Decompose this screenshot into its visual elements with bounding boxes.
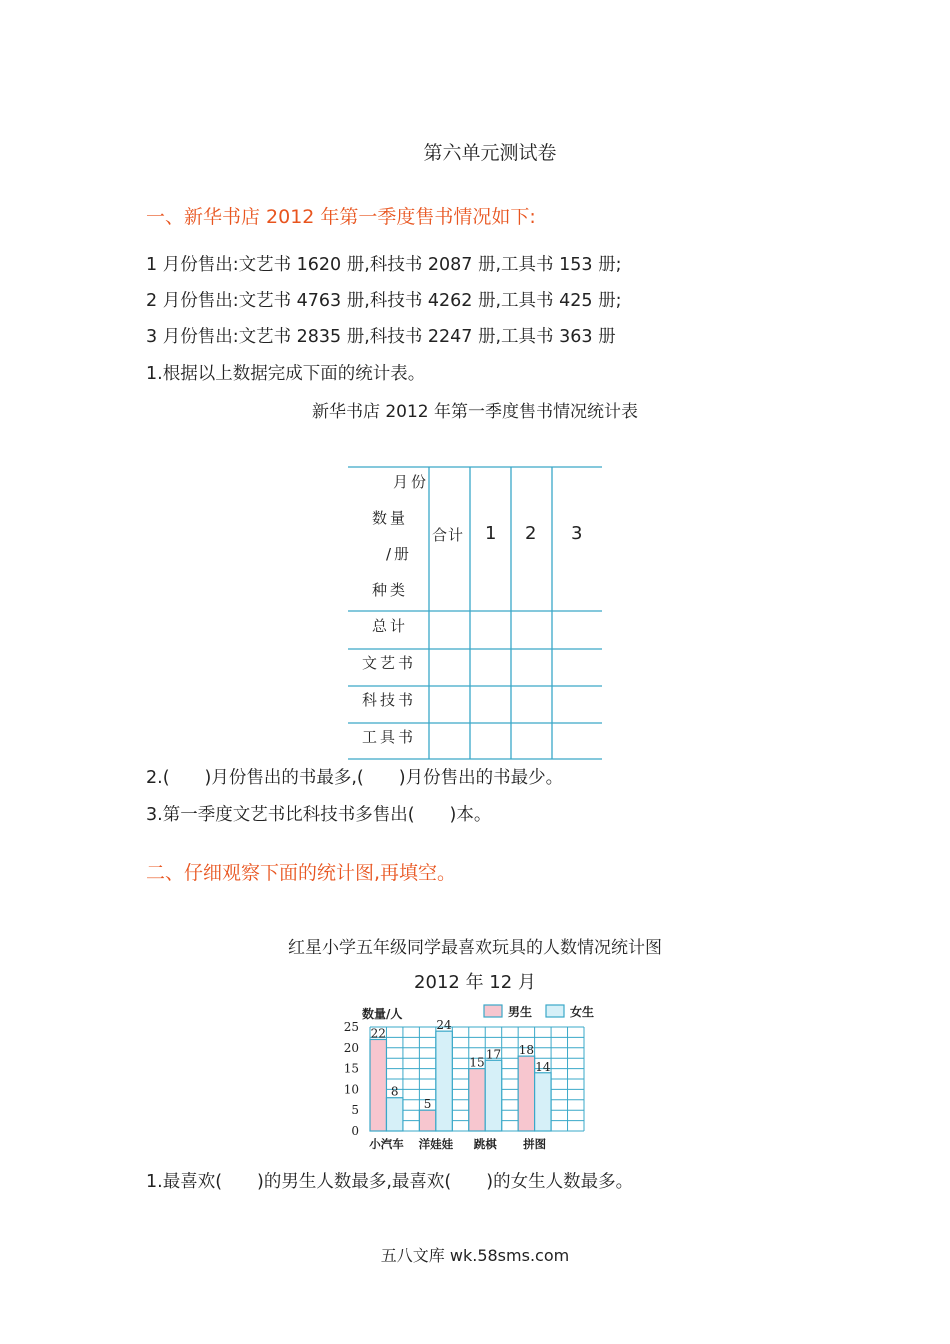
col-header-month-2: 2: [525, 523, 537, 544]
question-2-1: 1.最喜欢( )的男生人数最多,最喜欢( )的女生人数最多。: [146, 1172, 634, 1192]
stat-table: [348, 466, 602, 760]
bar-value-label: 22: [370, 1026, 386, 1041]
data-line-2: 2 月份售出:文艺书 4763 册,科技书 4262 册,工具书 425 册;: [146, 291, 622, 311]
bar-boys: [419, 1110, 435, 1131]
legend-swatch-girls: [546, 1005, 564, 1017]
legend-label: 女生: [570, 1005, 595, 1019]
bar-chart: [340, 998, 610, 1154]
bar-girls: [485, 1060, 501, 1131]
y-tick-label: 15: [343, 1061, 359, 1076]
question-1-1: 1.根据以上数据完成下面的统计表。: [146, 364, 426, 384]
chart-title: 红星小学五年级同学最喜欢玩具的人数情况统计图: [288, 938, 662, 958]
y-axis-label: 数量/人: [362, 1007, 403, 1021]
section2-heading: 二、仔细观察下面的统计图,再填空。: [146, 862, 457, 884]
bar-value-label: 24: [436, 1018, 452, 1033]
bar-value-label: 5: [423, 1097, 432, 1112]
row-header-total: 总计: [372, 617, 409, 635]
y-tick-label: 0: [351, 1124, 359, 1138]
bar-value-label: 14: [535, 1059, 551, 1074]
corner-type: 种类: [372, 581, 409, 599]
question-1-3: 3.第一季度文艺书比科技书多售出( )本。: [146, 805, 492, 825]
y-tick-label: 5: [351, 1103, 359, 1118]
y-tick-label: 10: [343, 1082, 359, 1097]
x-tick-label: 拼图: [523, 1137, 547, 1151]
col-header-total: 合计: [432, 526, 465, 544]
bar-girls: [535, 1073, 551, 1131]
col-header-month-1: 1: [485, 523, 497, 544]
data-line-1: 1 月份售出:文艺书 1620 册,科技书 2087 册,工具书 153 册;: [146, 255, 622, 275]
footer-watermark: 五八文库 wk.58sms.com: [380, 1246, 570, 1265]
page-title: 第六单元测试卷: [423, 142, 557, 164]
corner-quantity: 数量: [372, 509, 409, 527]
bar-girls: [386, 1098, 402, 1131]
bar-value-label: 8: [390, 1084, 399, 1099]
bar-boys: [370, 1039, 386, 1131]
corner-unit: /册: [386, 545, 413, 563]
bar-value-label: 17: [485, 1047, 502, 1062]
data-line-3: 3 月份售出:文艺书 2835 册,科技书 2247 册,工具书 363 册: [146, 327, 616, 347]
bar-chart-svg: [340, 998, 610, 1154]
y-tick-label: 25: [343, 1020, 359, 1034]
corner-month: 月份: [393, 473, 430, 491]
y-tick-label: 20: [343, 1040, 359, 1055]
col-header-month-3: 3: [571, 523, 583, 544]
bar-boys: [518, 1056, 534, 1131]
row-header-science: 科技书: [362, 691, 417, 709]
question-1-2: 2.( )月份售出的书最多,( )月份售出的书最少。: [146, 768, 564, 788]
x-tick-label: 小汽车: [369, 1137, 404, 1151]
chart-subtitle: 2012 年 12 月: [414, 972, 536, 993]
row-header-literature: 文艺书: [362, 654, 417, 672]
bar-boys: [469, 1069, 485, 1131]
bar-value-label: 15: [469, 1055, 485, 1070]
bar-girls: [436, 1031, 452, 1131]
legend-label: 男生: [508, 1005, 533, 1019]
x-tick-label: 跳棋: [473, 1137, 497, 1151]
legend-swatch-boys: [484, 1005, 502, 1017]
section1-heading: 一、新华书店 2012 年第一季度售书情况如下:: [146, 206, 536, 228]
bar-value-label: 18: [518, 1043, 535, 1058]
x-tick-label: 洋娃娃: [418, 1137, 454, 1151]
table-title: 新华书店 2012 年第一季度售书情况统计表: [311, 402, 639, 422]
row-header-tools: 工具书: [362, 728, 417, 746]
